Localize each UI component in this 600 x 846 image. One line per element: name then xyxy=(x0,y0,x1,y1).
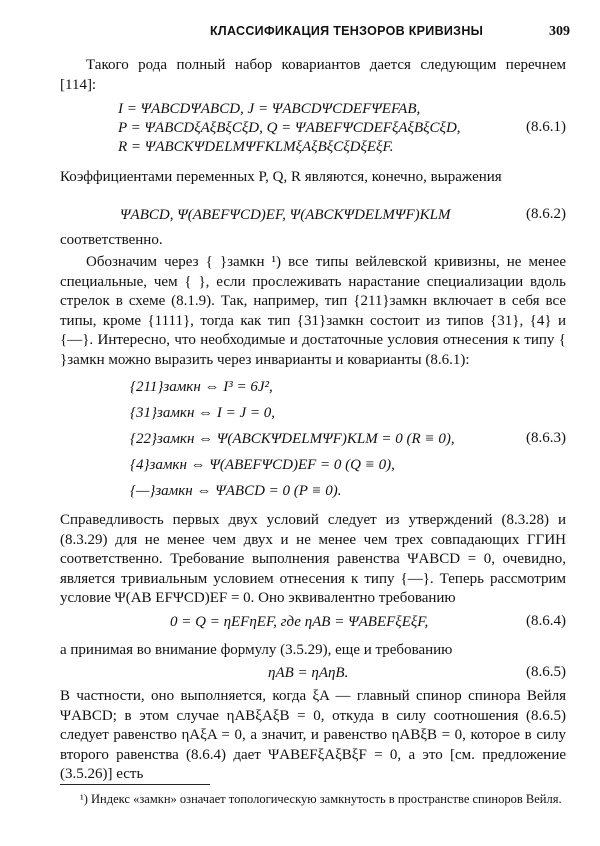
paragraph-closed-types: Обозначим через { }замкн ¹) все типы вейлевской кривизны, не менее специальные, чем { }, если прослеживать нарастание специализации вдоль стрелок в схеме (8.1.9). Так, например, тип {211}замкн включает в себя все типы, кроме {1111}, тогда как тип {31}замкн состоит из типов {31}, {4} и {—}. Интересно, что необходимые и достаточные условия отнесения к типу { }замкн можно выразить через инварианты и коварианты (8.6.1): xyxy=(60,254,566,368)
page-header xyxy=(60,24,570,44)
page-number: 309 xyxy=(549,24,570,39)
equation-8-6-3-line-2: {31}замкн ⇔ I = J = 0, xyxy=(130,405,276,421)
equation-8-6-5: ηAB = ηAηB. xyxy=(268,665,349,681)
equation-8-6-1-line-2: P = ΨABCDξAξBξCξD, Q = ΨABEFΨCDEFξAξBξCξD, xyxy=(118,120,461,136)
paragraph-coefficients: Коэффициентами переменных P, Q, R являются, конечно, выражения xyxy=(60,169,502,185)
paragraph-in-particular: В частности, оно выполняется, когда ξA — главный спинор спинора Вейля ΨABCD; в этом случае ηABξAξB = 0, откуда в силу соотношения (8.6.5) следует равенство ηAξA = 0, а значит, и равенство ηABξB = 0, которое в силу второго равенства (8.6.4) дает ΨABEFξAξBξF = 0, а это [см. предложение (3.5.26)] есть xyxy=(60,688,566,782)
equation-8-6-4: 0 = Q = ηEFηEF, где ηAB = ΨABEFξEξF, xyxy=(170,614,429,630)
equation-number-8-6-2: (8.6.2) xyxy=(526,206,566,222)
equation-number-8-6-1: (8.6.1) xyxy=(526,119,566,135)
equation-8-6-3-line-1: {211}замкн ⇔ I³ = 6J², xyxy=(130,379,273,395)
equation-8-6-1-line-1: I = ΨABCDΨABCD, J = ΨABCDΨCDEFΨEFAB, xyxy=(118,101,421,117)
equation-8-6-3-line-3: {22}замкн ⇔ Ψ(ABCKΨDELMΨF)KLM = 0 (R ≡ 0), xyxy=(130,431,455,447)
equation-8-6-3-line-5: {—}замкн ⇔ ΨABCD = 0 (P ≡ 0). xyxy=(130,483,342,499)
equation-8-6-3-line-4: {4}замкн ⇔ Ψ(ABEFΨCD)EF = 0 (Q ≡ 0), xyxy=(130,457,395,473)
paragraph-respectively: соответственно. xyxy=(60,232,163,248)
equation-number-8-6-5: (8.6.5) xyxy=(526,664,566,680)
running-title: КЛАССИФИКАЦИЯ ТЕНЗОРОВ КРИВИЗНЫ xyxy=(210,24,484,38)
equation-number-8-6-4: (8.6.4) xyxy=(526,613,566,629)
footnote-rule xyxy=(60,784,210,785)
equation-8-6-1-line-3: R = ΨABCKΨDELMΨFKLMξAξBξCξDξEξF. xyxy=(118,139,394,155)
footnote: ¹) Индекс «замкн» означает топологическую замкнутость в пространстве спиноров Вейля. xyxy=(80,792,562,806)
paragraph-justification: Справедливость первых двух условий следует из утверждений (8.3.28) и (8.3.29) для не менее чем двух и не менее чем трех совпадающих ГГИН соответственно. Требование выполнения равенства ΨABCD = 0, очевидно, является тривиальным условием отнесения к типу {—}. Теперь рассмотрим условие Ψ(AB EFΨCD)EF = 0. Оно эквивалентно требованию xyxy=(60,512,566,606)
equation-8-6-2: ΨABCD, Ψ(ABEFΨCD)EF, Ψ(ABCKΨDELMΨF)KLM xyxy=(120,207,451,223)
equation-number-8-6-3: (8.6.3) xyxy=(526,430,566,446)
paragraph-formula-reference: а принимая во внимание формулу (3.5.29), еще и требованию xyxy=(60,642,453,658)
paragraph-intro: Такого рода полный набор ковариантов дается следующим перечнем [114]: xyxy=(60,57,566,93)
